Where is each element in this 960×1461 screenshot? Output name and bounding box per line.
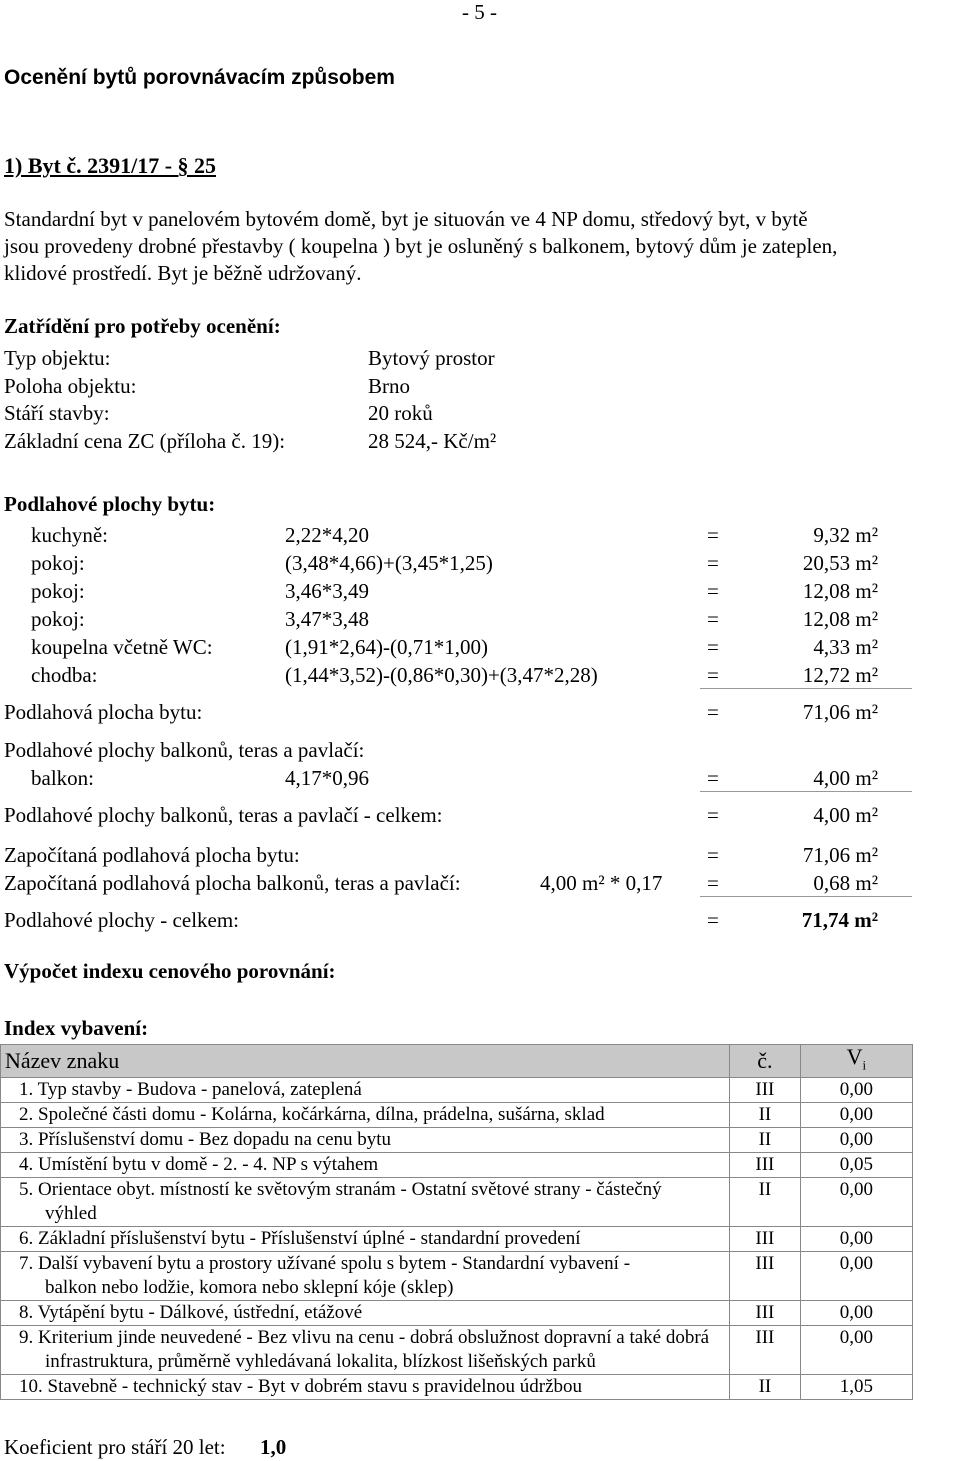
description-line: klidové prostředí. Byt je běžně udržovaný. bbox=[4, 261, 362, 285]
equals-sign: = bbox=[707, 635, 719, 659]
classification-heading: Zatřídění pro potřeby ocenění: bbox=[4, 314, 281, 338]
balcony-area: 4,00 m² bbox=[813, 766, 878, 790]
sum-divider bbox=[700, 791, 912, 792]
equals-sign: = bbox=[707, 803, 719, 827]
row-name-text: 9. Kriterium jinde neuvedené - Bez vlivu na cenu - dobrá obslužnost dopravní a také dobrá infrastruktura, průměrně vyhledávaná lokalita, blízkost lišeňských parků bbox=[19, 1327, 710, 1373]
table-row bbox=[1, 1078, 913, 1103]
classification-value: Bytový prostor bbox=[368, 346, 495, 370]
classification-label: Základní cena ZC (příloha č. 19): bbox=[4, 429, 286, 453]
row-name bbox=[1, 1078, 730, 1103]
counted-balcony-label: Započítaná podlahová plocha balkonů, teras a pavlačí: bbox=[4, 871, 461, 895]
index-heading: Výpočet indexu cenového porovnání: bbox=[4, 959, 336, 983]
header-vi-letter: V bbox=[846, 1044, 863, 1069]
equals-sign: = bbox=[707, 843, 719, 867]
equals-sign: = bbox=[707, 523, 719, 547]
room-area: 12,72 m² bbox=[802, 663, 878, 687]
classification-label: Stáří stavby: bbox=[4, 401, 110, 425]
room-formula: 3,47*3,48 bbox=[285, 607, 369, 631]
table-row bbox=[1, 1326, 913, 1375]
floor-area-total-value: 71,06 m² bbox=[802, 700, 878, 724]
row-num: II bbox=[730, 1128, 801, 1153]
classification-value: Brno bbox=[368, 374, 410, 398]
equals-sign: = bbox=[707, 607, 719, 631]
counted-balcony-formula: 4,00 m² * 0,17 bbox=[540, 871, 663, 895]
row-num: III bbox=[730, 1301, 801, 1326]
row-name bbox=[1, 1301, 730, 1326]
row-num: III bbox=[730, 1252, 801, 1301]
page-number: - 5 - bbox=[462, 0, 497, 24]
row-name bbox=[1, 1252, 730, 1301]
table-row bbox=[1, 1227, 913, 1252]
room-formula: 2,22*4,20 bbox=[285, 523, 369, 547]
row-vi: 0,00 bbox=[800, 1078, 912, 1103]
row-vi: 1,05 bbox=[800, 1375, 912, 1400]
description-line: jsou provedeny drobné přestavby ( koupelna ) byt je osluněný s balkonem, bytový dům je zateplen, bbox=[4, 234, 838, 258]
room-label: pokoj: bbox=[31, 607, 85, 631]
room-label: pokoj: bbox=[31, 551, 85, 575]
floor-areas-heading: Podlahové plochy bytu: bbox=[4, 492, 216, 516]
total-area-value: 71,74 m² bbox=[801, 908, 878, 932]
equals-sign: = bbox=[707, 551, 719, 575]
table-row bbox=[1, 1103, 913, 1128]
row-num: II bbox=[730, 1178, 801, 1227]
row-name-text: 10. Stavebně - technický stav - Byt v dobrém stavu s pravidelnou údržbou bbox=[19, 1376, 583, 1398]
room-label: koupelna včetně WC: bbox=[31, 635, 213, 659]
room-formula: (1,91*2,64)-(0,71*1,00) bbox=[285, 635, 488, 659]
equals-sign: = bbox=[707, 766, 719, 790]
equals-sign: = bbox=[707, 908, 719, 932]
classification-label: Poloha objektu: bbox=[4, 374, 137, 398]
row-name bbox=[1, 1375, 730, 1400]
table-row bbox=[1, 1153, 913, 1178]
equals-sign: = bbox=[707, 579, 719, 603]
row-vi: 0,00 bbox=[800, 1103, 912, 1128]
row-num: III bbox=[730, 1326, 801, 1375]
room-label: kuchyně: bbox=[31, 523, 108, 547]
room-label: chodba: bbox=[31, 663, 98, 687]
room-formula: (3,48*4,66)+(3,45*1,25) bbox=[285, 551, 493, 575]
balconies-total-value: 4,00 m² bbox=[813, 803, 878, 827]
row-name bbox=[1, 1227, 730, 1252]
equals-sign: = bbox=[707, 871, 719, 895]
table-row bbox=[1, 1128, 913, 1153]
row-name-text: 7. Další vybavení bytu a prostory užívané spolu s bytem - Standardní vybavení - balkon nebo lodžie, komora nebo sklepní kóje (sklep) bbox=[19, 1253, 631, 1299]
row-vi: 0,00 bbox=[800, 1326, 912, 1375]
row-num: III bbox=[730, 1227, 801, 1252]
floor-area-total-label: Podlahová plocha bytu: bbox=[4, 700, 203, 724]
counted-flat-label: Započítaná podlahová plocha bytu: bbox=[4, 843, 300, 867]
flat-heading: 1) Byt č. 2391/17 - § 25 bbox=[4, 153, 217, 178]
page-title: Ocenění bytů porovnávacím způsobem bbox=[4, 66, 395, 89]
room-area: 9,32 m² bbox=[813, 523, 878, 547]
row-num: III bbox=[730, 1078, 801, 1103]
room-area: 20,53 m² bbox=[802, 551, 878, 575]
table-row bbox=[1, 1375, 913, 1400]
row-vi: 0,00 bbox=[800, 1178, 912, 1227]
header-vi bbox=[800, 1045, 912, 1078]
balcony-label: balkon: bbox=[31, 766, 94, 790]
row-name bbox=[1, 1326, 730, 1375]
header-name: Název znaku bbox=[1, 1045, 730, 1078]
row-name-text: 5. Orientace obyt. místností ke světovým stranám - Ostatní světové strany - částečný výhled bbox=[19, 1179, 662, 1225]
table-row bbox=[1, 1178, 913, 1227]
total-area-label: Podlahové plochy - celkem: bbox=[4, 908, 240, 932]
balconies-total-label: Podlahové plochy balkonů, teras a pavlačí - celkem: bbox=[4, 803, 443, 827]
row-name bbox=[1, 1178, 730, 1227]
room-area: 12,08 m² bbox=[802, 579, 878, 603]
counted-flat-value: 71,06 m² bbox=[802, 843, 878, 867]
row-vi: 0,00 bbox=[800, 1252, 912, 1301]
row-name-text: 4. Umístění bytu v domě - 2. - 4. NP s výtahem bbox=[19, 1154, 379, 1176]
row-name bbox=[1, 1153, 730, 1178]
row-num: II bbox=[730, 1103, 801, 1128]
balcony-formula: 4,17*0,96 bbox=[285, 766, 369, 790]
equipment-index-table bbox=[0, 1044, 913, 1400]
header-num: č. bbox=[730, 1045, 801, 1078]
row-name bbox=[1, 1103, 730, 1128]
row-name bbox=[1, 1128, 730, 1153]
age-coef-label: Koeficient pro stáří 20 let: bbox=[4, 1435, 226, 1459]
equals-sign: = bbox=[707, 700, 719, 724]
row-name-text: 6. Základní příslušenství bytu - Příslušenství úplné - standardní provedení bbox=[19, 1228, 581, 1250]
row-num: II bbox=[730, 1375, 801, 1400]
balconies-heading: Podlahové plochy balkonů, teras a pavlačí: bbox=[4, 738, 365, 762]
equipment-heading: Index vybavení: bbox=[4, 1016, 149, 1040]
row-name-text: 2. Společné části domu - Kolárna, kočárkárna, dílna, prádelna, sušárna, sklad bbox=[19, 1104, 605, 1126]
table-row bbox=[1, 1252, 913, 1301]
table-header-row bbox=[1, 1045, 913, 1078]
row-num: III bbox=[730, 1153, 801, 1178]
row-vi: 0,00 bbox=[800, 1227, 912, 1252]
room-label: pokoj: bbox=[31, 579, 85, 603]
row-name-text: 8. Vytápění bytu - Dálkové, ústřední, etážové bbox=[19, 1302, 363, 1324]
row-name-text: 1. Typ stavby - Budova - panelová, zateplená bbox=[19, 1079, 362, 1101]
classification-label: Typ objektu: bbox=[4, 346, 111, 370]
room-formula: 3,46*3,49 bbox=[285, 579, 369, 603]
description-line: Standardní byt v panelovém bytovém domě, byt je situován ve 4 NP domu, středový byt, v bytě bbox=[4, 207, 808, 231]
header-vi-sub: i bbox=[862, 1057, 867, 1073]
table-row bbox=[1, 1301, 913, 1326]
row-vi: 0,00 bbox=[800, 1128, 912, 1153]
room-area: 12,08 m² bbox=[802, 607, 878, 631]
classification-value: 28 524,- Kč/m² bbox=[368, 429, 497, 453]
counted-balcony-value: 0,68 m² bbox=[813, 871, 878, 895]
room-formula: (1,44*3,52)-(0,86*0,30)+(3,47*2,28) bbox=[285, 663, 598, 687]
sum-divider bbox=[700, 896, 912, 897]
room-area: 4,33 m² bbox=[813, 635, 878, 659]
row-vi: 0,00 bbox=[800, 1301, 912, 1326]
equals-sign: = bbox=[707, 663, 719, 687]
classification-value: 20 roků bbox=[368, 401, 433, 425]
row-name-text: 3. Příslušenství domu - Bez dopadu na cenu bytu bbox=[19, 1129, 392, 1151]
sum-divider bbox=[700, 688, 912, 689]
age-coef-value: 1,0 bbox=[260, 1435, 287, 1459]
row-vi: 0,05 bbox=[800, 1153, 912, 1178]
